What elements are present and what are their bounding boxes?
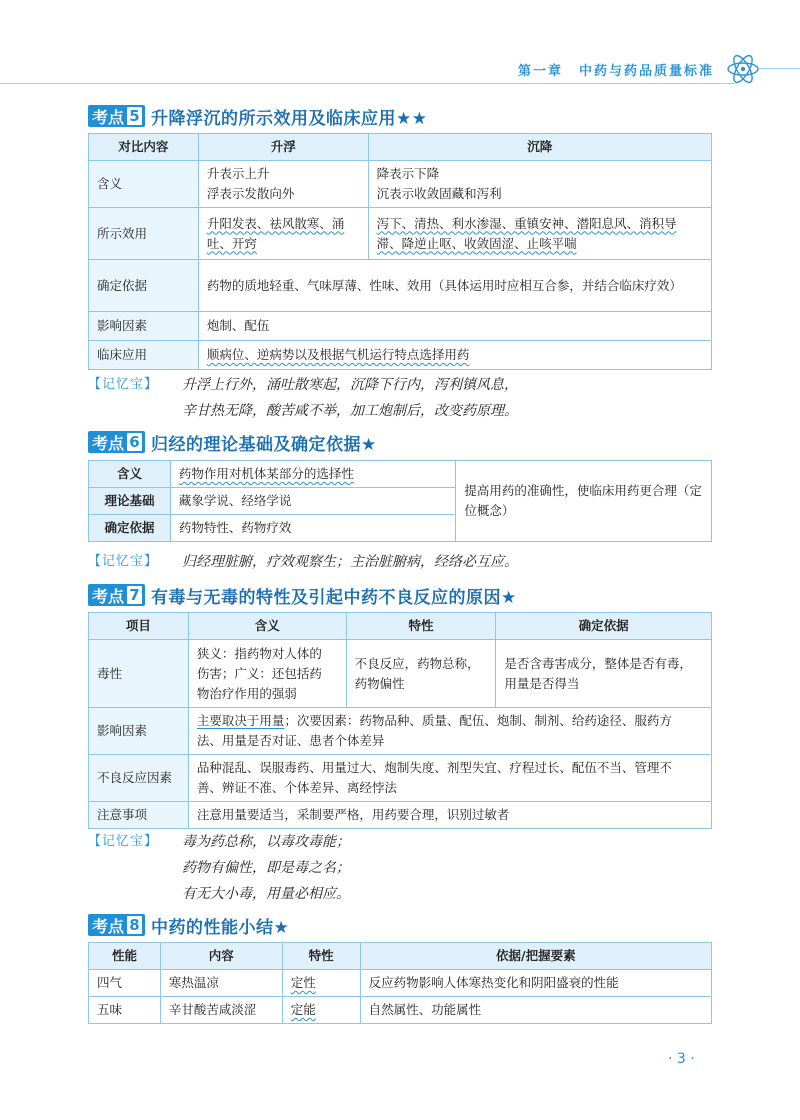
table-row [89, 708, 712, 755]
section-7-title [88, 583, 517, 607]
table-header-row [89, 134, 712, 161]
section-heading: 升降浮沉的所示效用及临床应用★★ [151, 108, 428, 129]
memo-5 [88, 372, 712, 428]
memo-lines [182, 829, 350, 907]
cell: 反应药物影响人体寒热变化和阴阳盛衰的性能 [360, 970, 711, 997]
chapter-name: 中药与药品质量标准 [578, 64, 714, 79]
cell-line: 善、辨证不准、个体差异、离经悖法 [196, 780, 397, 795]
page-header [0, 52, 800, 92]
row-label: 理论基础 [89, 488, 171, 515]
memo-lines [182, 372, 518, 424]
col-header: 含义 [188, 613, 346, 640]
atom-icon [725, 52, 761, 86]
badge-number: 5 [127, 107, 142, 125]
row-label: 影响因素 [89, 708, 189, 755]
cell: 寒热温凉 [160, 970, 282, 997]
table-row [89, 461, 712, 488]
row-label: 毒性 [89, 640, 189, 708]
cell-line: 药物偏性 [354, 675, 405, 691]
memo-line: 辛甘热无降，酸苦咸不举，加工炮制后，改变药原理。 [182, 403, 518, 419]
row-label: 不良反应因素 [89, 755, 189, 802]
badge-text: 考点 [92, 107, 125, 127]
cell-line: 滞、降逆止呕、收敛固涩、止咳平喘 [376, 235, 577, 251]
chapter-number: 第一章 [517, 64, 563, 79]
row-label: 确定依据 [89, 260, 199, 312]
memo-tag: 【记忆宝】 [88, 377, 159, 392]
row-label: 影响因素 [89, 312, 199, 341]
memo-line: 药物有偏性，即是毒之名； [182, 860, 350, 876]
cell: 注意用量要适当，采制要严格，用药要合理，识别过敏者 [188, 802, 711, 829]
col-header: 确定依据 [496, 613, 712, 640]
cell-line: 品种混乱、误服毒药、用量过大、炮制失度、剂型失宜、疗程过长、配伍不当、管理不 [196, 760, 672, 775]
cell [188, 755, 711, 802]
page-number: · 3 · [668, 1051, 695, 1067]
cell: 炮制、配伍 [198, 312, 711, 341]
cell: 四气 [89, 970, 161, 997]
table-row [89, 341, 712, 370]
cell: 药物特性、药物疗效 [170, 515, 456, 542]
row-label: 所示效用 [89, 208, 199, 260]
table-row [89, 640, 712, 708]
section-heading: 有毒与无毒的特性及引起中药不良反应的原因★ [151, 587, 517, 608]
memo-tag: 【记忆宝】 [88, 554, 159, 569]
table-sec5 [88, 133, 712, 370]
section-8-title [88, 913, 289, 937]
kaodian-badge [88, 105, 145, 127]
cell [198, 161, 368, 208]
cell [282, 970, 360, 997]
cell-text: 顺病位、逆病势以及根据气机运行特点选择用药 [206, 347, 470, 362]
section-heading: 归经的理论基础及确定依据★ [151, 434, 377, 455]
row-label: 含义 [89, 161, 199, 208]
cell-summary [456, 461, 712, 542]
section-6-title [88, 430, 377, 454]
cell [282, 997, 360, 1024]
cell-line: 升阳发表、祛风散寒、涌 [206, 215, 345, 231]
cell-text: 提高用药的准确性，使临床用药更合理（定位概念） [464, 483, 702, 518]
memo-line: 毒为药总称，以毒攻毒能； [182, 834, 350, 850]
table-row [89, 997, 712, 1024]
memo-line: 升浮上行外，涌吐散寒起，沉降下行内，泻利镇风息， [182, 377, 518, 393]
badge-number: 8 [127, 916, 142, 934]
section-5-title [88, 104, 428, 128]
cell-text: 定能 [290, 1002, 316, 1017]
kaodian-badge [88, 914, 145, 936]
cell-text: 定性 [290, 975, 316, 990]
col-header: 特性 [282, 943, 360, 970]
cell-line: 伤害；广义：还包括药 [196, 665, 322, 681]
memo-tag: 【记忆宝】 [88, 834, 159, 849]
table-row [89, 312, 712, 341]
cell [368, 208, 711, 260]
col-header: 升浮 [198, 134, 368, 161]
col-header: 对比内容 [89, 134, 199, 161]
memo-line: 归经理脏腑，疗效观察生；主治脏腑病，经络必互应。 [182, 554, 518, 570]
table-row [89, 970, 712, 997]
badge-text: 考点 [92, 586, 125, 606]
cell [346, 640, 496, 708]
kaodian-badge [88, 584, 145, 606]
table-header-row [89, 943, 712, 970]
cell-line: 狭义：指药物对人体的 [196, 645, 322, 661]
memo-7 [88, 829, 712, 909]
row-label: 注意事项 [89, 802, 189, 829]
cell-line: 不良反应，药物总称， [354, 655, 480, 671]
cell-line: 泻下、清热、利水渗湿、重镇安神、潜阳息风、消积导 [376, 215, 677, 231]
table-row [89, 161, 712, 208]
cell: 藏象学说、经络学说 [170, 488, 456, 515]
cell-line [197, 711, 703, 731]
cell [198, 208, 368, 260]
row-label: 含义 [89, 461, 171, 488]
cell-line: 物治疗作用的强弱 [196, 685, 297, 701]
header-rule-right [758, 68, 800, 69]
col-header: 沉降 [368, 134, 711, 161]
table-header-row [89, 613, 712, 640]
cell [496, 640, 712, 708]
table-row [89, 755, 712, 802]
badge-number: 6 [127, 433, 142, 451]
col-header: 依据/把握要素 [360, 943, 711, 970]
cell-text: 药物作用对机体某部分的选择性 [178, 466, 354, 481]
cell: 五味 [89, 997, 161, 1024]
cell-line: 升表示上升 [206, 166, 270, 181]
table-row [89, 802, 712, 829]
cell: 药物的质地轻重、气味厚薄、性味、效用（具体运用时应相互合参，并结合临床疗效） [198, 260, 711, 312]
section-heading: 中药的性能小结★ [151, 917, 290, 938]
memo-lines [182, 549, 518, 575]
cell-line: 是否含毒害成分，整体是否有毒， [504, 655, 692, 671]
cell-line: 降表示下降 [376, 166, 440, 181]
chapter-title [518, 60, 714, 79]
cell [188, 640, 346, 708]
badge-text: 考点 [92, 433, 125, 453]
row-label: 确定依据 [89, 515, 171, 542]
table-row [89, 260, 712, 312]
cell: 辛甘酸苦咸淡涩 [160, 997, 282, 1024]
memo-line: 有无大小毒，用量必相应。 [182, 886, 350, 902]
cell-line: 吐、开窍 [206, 235, 257, 251]
kaodian-badge [88, 431, 145, 453]
cell-text: ；次要因素：药物品种、质量、配伍、炮制、制剂、给药途径、服药方 [284, 713, 672, 728]
cell [170, 461, 456, 488]
table-sec7 [88, 612, 712, 829]
badge-text: 考点 [92, 916, 125, 936]
cell-line: 沉表示收敛固藏和泻利 [376, 186, 502, 201]
table-sec6 [88, 460, 712, 542]
cell-line: 浮表示发散向外 [206, 186, 295, 201]
table-row [89, 208, 712, 260]
cell: 自然属性、功能属性 [360, 997, 711, 1024]
cell [368, 161, 711, 208]
underlined-text: 主要取决于用量 [196, 713, 285, 728]
memo-6 [88, 549, 712, 577]
badge-number: 7 [127, 586, 142, 604]
col-header: 内容 [160, 943, 282, 970]
row-label: 临床应用 [89, 341, 199, 370]
cell-line: 法、用量是否对证、患者个体差异 [196, 733, 385, 748]
col-header: 特性 [346, 613, 496, 640]
col-header: 项目 [89, 613, 189, 640]
header-rule [0, 83, 735, 84]
table-sec8 [88, 942, 712, 1024]
col-header: 性能 [89, 943, 161, 970]
cell [198, 341, 711, 370]
cell-line: 用量是否得当 [504, 675, 580, 691]
cell [188, 708, 711, 755]
